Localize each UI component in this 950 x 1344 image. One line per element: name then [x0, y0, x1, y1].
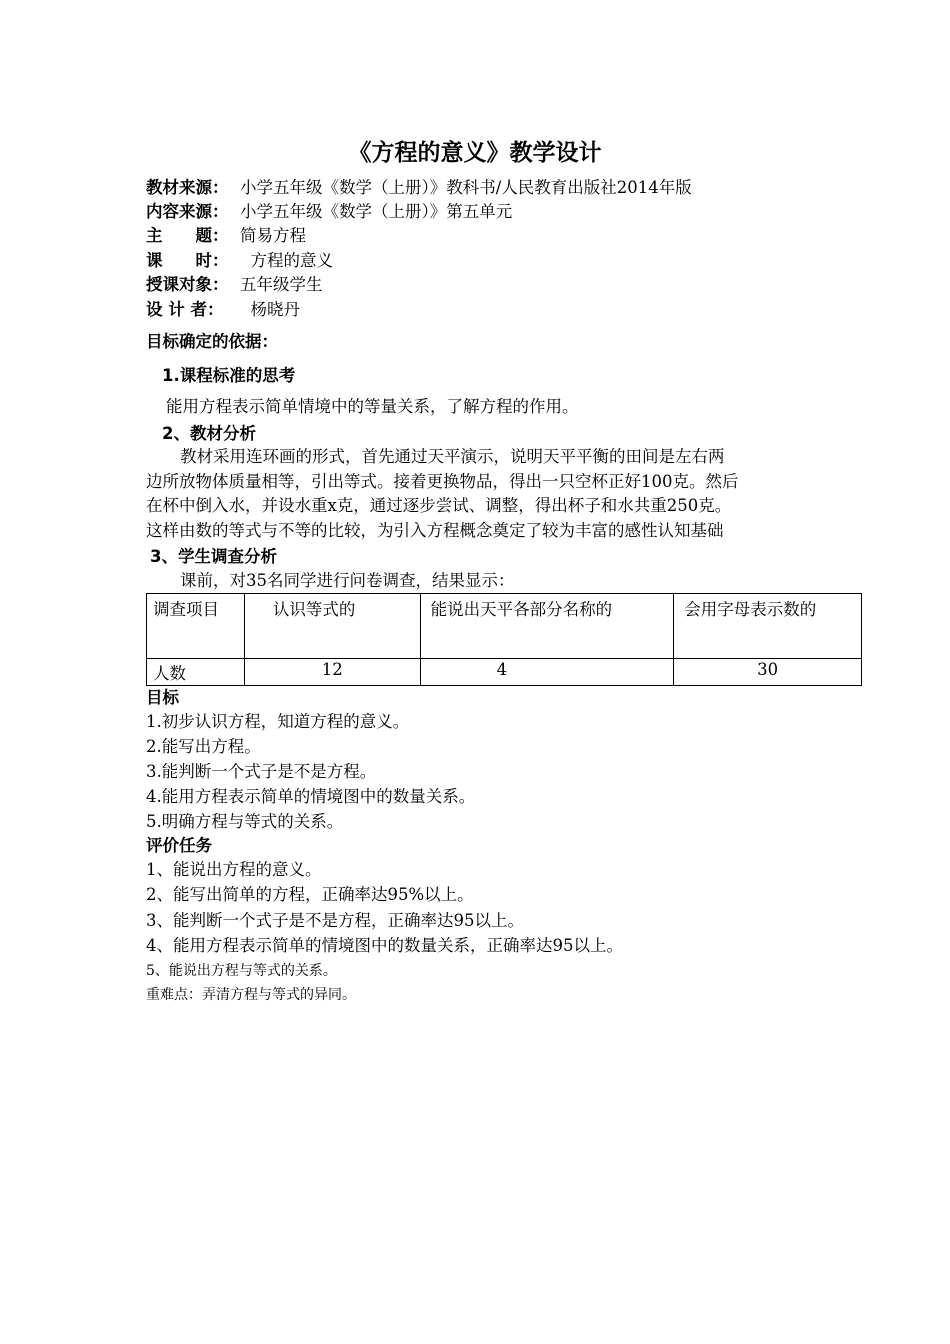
goal-item: 4.能用方程表示简单的情境图中的数量关系。 — [146, 787, 476, 806]
meta-row-designer — [146, 298, 300, 322]
meta-key: 教材来源： — [146, 178, 229, 197]
survey-table — [146, 593, 862, 686]
section-2-line: 教材采用连环画的形式，首先通过天平演示，说明天平平衡的田间是左右两 — [180, 447, 725, 466]
survey-header-cell: 调查项目 — [147, 594, 245, 659]
survey-data-cell: 4 — [420, 659, 674, 686]
evaluation-item: 2、能写出简单的方程，正确率达95%以上。 — [146, 885, 474, 904]
meta-row-textbook-source — [146, 176, 692, 200]
survey-data-cell: 12 — [244, 659, 420, 686]
evaluation-item: 1、能说出方程的意义。 — [146, 860, 322, 879]
key-point-text: 重难点：弄清方程与等式的异同。 — [146, 987, 356, 1003]
goals-heading: 目标 — [146, 688, 179, 707]
basis-heading: 目标确定的依据： — [146, 332, 278, 351]
meta-value: 杨晓丹 — [240, 300, 300, 319]
survey-header-row — [147, 594, 862, 659]
meta-value: 方程的意义 — [240, 251, 333, 270]
meta-value: 简易方程 — [240, 226, 306, 245]
meta-key: 课 时： — [146, 251, 229, 270]
evaluation-item: 5、能说出方程与等式的关系。 — [146, 963, 337, 979]
meta-key: 设 计 者： — [146, 300, 224, 319]
section-1-text: 能用方程表示简单情境中的等量关系，了解方程的作用。 — [166, 397, 579, 416]
survey-header-cell: 认识等式的 — [244, 594, 420, 659]
section-2-line: 这样由数的等式与不等的比较，为引入方程概念奠定了较为丰富的感性认知基础 — [146, 521, 724, 540]
section-2-heading: 2、教材分析 — [162, 424, 256, 443]
evaluation-heading: 评价任务 — [146, 836, 212, 855]
meta-key: 主 题： — [146, 226, 229, 245]
meta-key: 授课对象： — [146, 275, 229, 294]
section-1-heading: 1.课程标准的思考 — [162, 366, 296, 385]
document-title: 《方程的意义》教学设计 — [348, 140, 602, 166]
meta-value: 小学五年级《数学（上册）》教科书/人民教育出版社2014年版 — [240, 178, 692, 197]
meta-value: 小学五年级《数学（上册）》第五单元 — [240, 202, 513, 221]
evaluation-item: 4、能用方程表示简单的情境图中的数量关系，正确率达95以上。 — [146, 936, 623, 955]
goal-item: 2.能写出方程。 — [146, 737, 261, 756]
meta-row-content-source — [146, 200, 512, 224]
section-3-text: 课前，对35名同学进行问卷调查，结果显示： — [180, 571, 515, 590]
section-2-line: 在杯中倒入水，并设水重x克，通过逐步尝试、调整，得出杯子和水共重250克。 — [146, 496, 732, 515]
survey-header-cell: 会用字母表示数的 — [674, 594, 862, 659]
survey-data-row — [147, 659, 862, 686]
section-3-heading: 3、学生调查分析 — [150, 547, 277, 566]
survey-data-cell: 30 — [674, 659, 862, 686]
goal-item: 1.初步认识方程，知道方程的意义。 — [146, 712, 410, 731]
meta-value: 五年级学生 — [240, 275, 323, 294]
meta-row-audience — [146, 273, 323, 297]
section-2-line: 边所放物体质量相等，引出等式。接着更换物品，得出一只空杯正好100克。然后 — [146, 472, 739, 491]
goal-item: 5.明确方程与等式的关系。 — [146, 812, 344, 831]
meta-row-lesson — [146, 249, 333, 273]
survey-data-cell: 人数 — [147, 659, 245, 686]
meta-key: 内容来源： — [146, 202, 229, 221]
goal-item: 3.能判断一个式子是不是方程。 — [146, 762, 377, 781]
survey-header-cell: 能说出天平各部分名称的 — [420, 594, 674, 659]
evaluation-item: 3、能判断一个式子是不是方程，正确率达95以上。 — [146, 911, 524, 930]
meta-row-topic — [146, 224, 306, 248]
